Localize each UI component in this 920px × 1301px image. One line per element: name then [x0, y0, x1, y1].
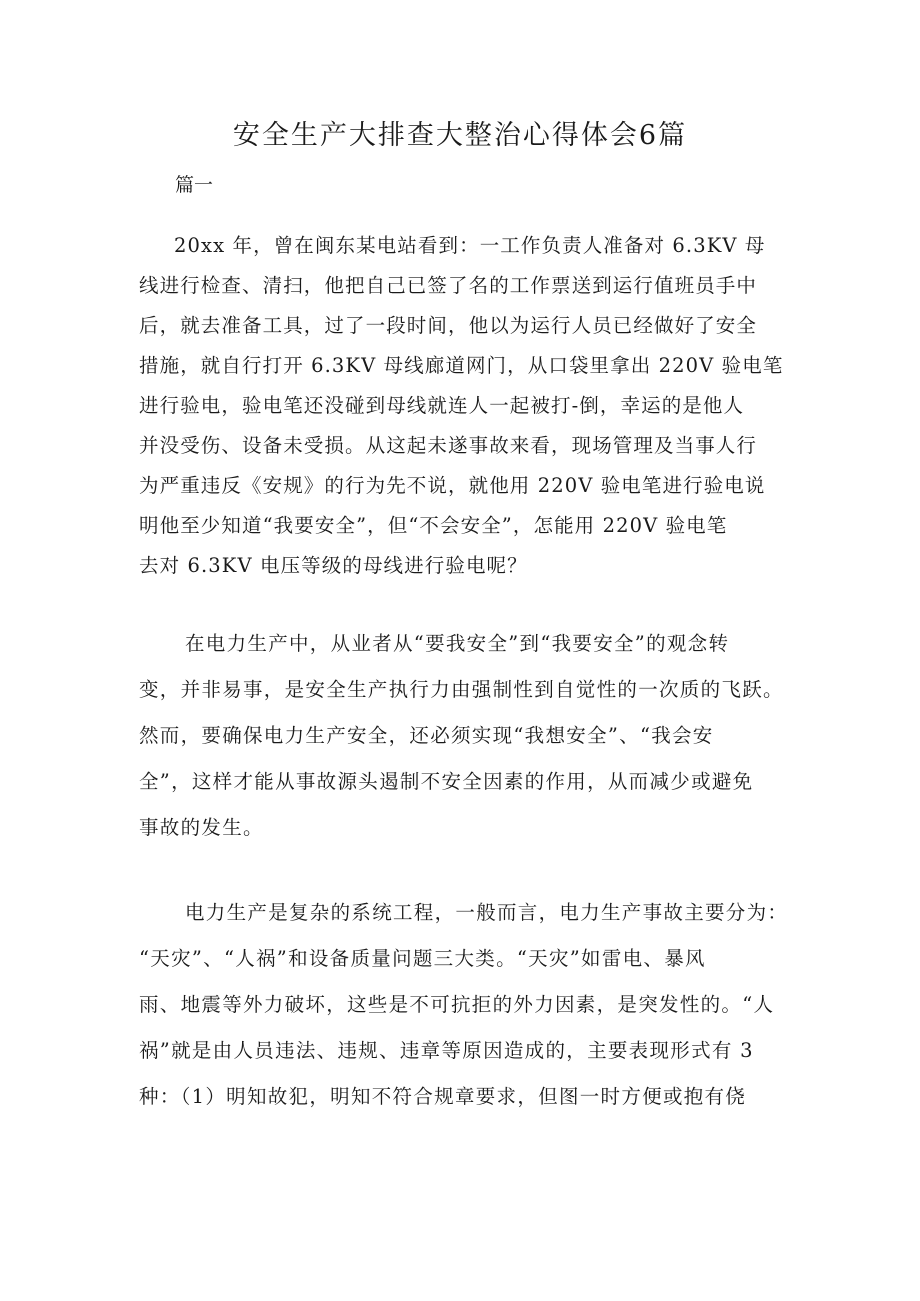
paragraph-line: 全”，这样才能从事故源头遏制不安全因素的作用，从而减少或避免 — [139, 770, 754, 793]
paragraph-line: 进行验电，验电笔还没碰到母线就连人一起被打-倒，幸运的是他人 — [139, 394, 745, 417]
paragraph-line: 明他至少知道“我要安全”，但“不会安全”，怎能用 220V 验电笔 — [139, 514, 728, 537]
paragraph-line: 种：（1）明知故犯，明知不符合规章要求，但图一时方便或抱有侥 — [139, 1085, 747, 1108]
paragraph-line: 变，并非易事，是安全生产执行力由强制性到自觉性的一次质的飞跃。 — [139, 678, 784, 701]
section-heading: 篇一 — [175, 174, 214, 196]
paragraph-line: 然而，要确保电力生产安全，还必须实现“我想安全”、“我会安 — [139, 724, 714, 747]
paragraph-line: 后，就去准备工具，过了一段时间，他以为运行人员已经做好了安全 — [139, 314, 758, 337]
paragraph-line: 在电力生产中，从业者从“要我安全”到“我要安全”的观念转 — [185, 632, 730, 655]
paragraph-line: 20xx 年，曾在闽东某电站看到：一工作负责人准备对 6.3KV 母 — [174, 234, 766, 257]
paragraph-line: 措施，就自行打开 6.3KV 母线廊道网门，从口袋里拿出 220V 验电笔 — [139, 354, 784, 377]
paragraph-line: 祸”就是由人员违法、违规、违章等原因造成的，主要表现形式有 3 — [139, 1039, 754, 1062]
paragraph-line: “天灾”、“人祸”和设备质量问题三大类。“天灾”如雷电、暴风 — [139, 947, 706, 970]
paragraph-line: 为严重违反《安规》的行为先不说，就他用 220V 验电笔进行验电说 — [139, 474, 766, 497]
paragraph-line: 线进行检查、清扫，他把自己已签了名的工作票送到运行值班员手中 — [139, 274, 758, 297]
paragraph-line: 事故的发生。 — [139, 816, 264, 839]
paragraph-line: 并没受伤、设备未受损。从这起未遂事故来看，现场管理及当事人行 — [139, 434, 758, 457]
paragraph-line: 雨、地震等外力破坏，这些是不可抗拒的外力因素，是突发性的。“人 — [139, 993, 775, 1016]
paragraph-line: 去对 6.3KV 电压等级的母线进行验电呢？ — [139, 554, 528, 577]
document-title: 安全生产大排查大整治心得体会6篇 — [232, 120, 688, 151]
paragraph-line: 电力生产是复杂的系统工程，一般而言，电力生产事故主要分为： — [185, 901, 789, 924]
